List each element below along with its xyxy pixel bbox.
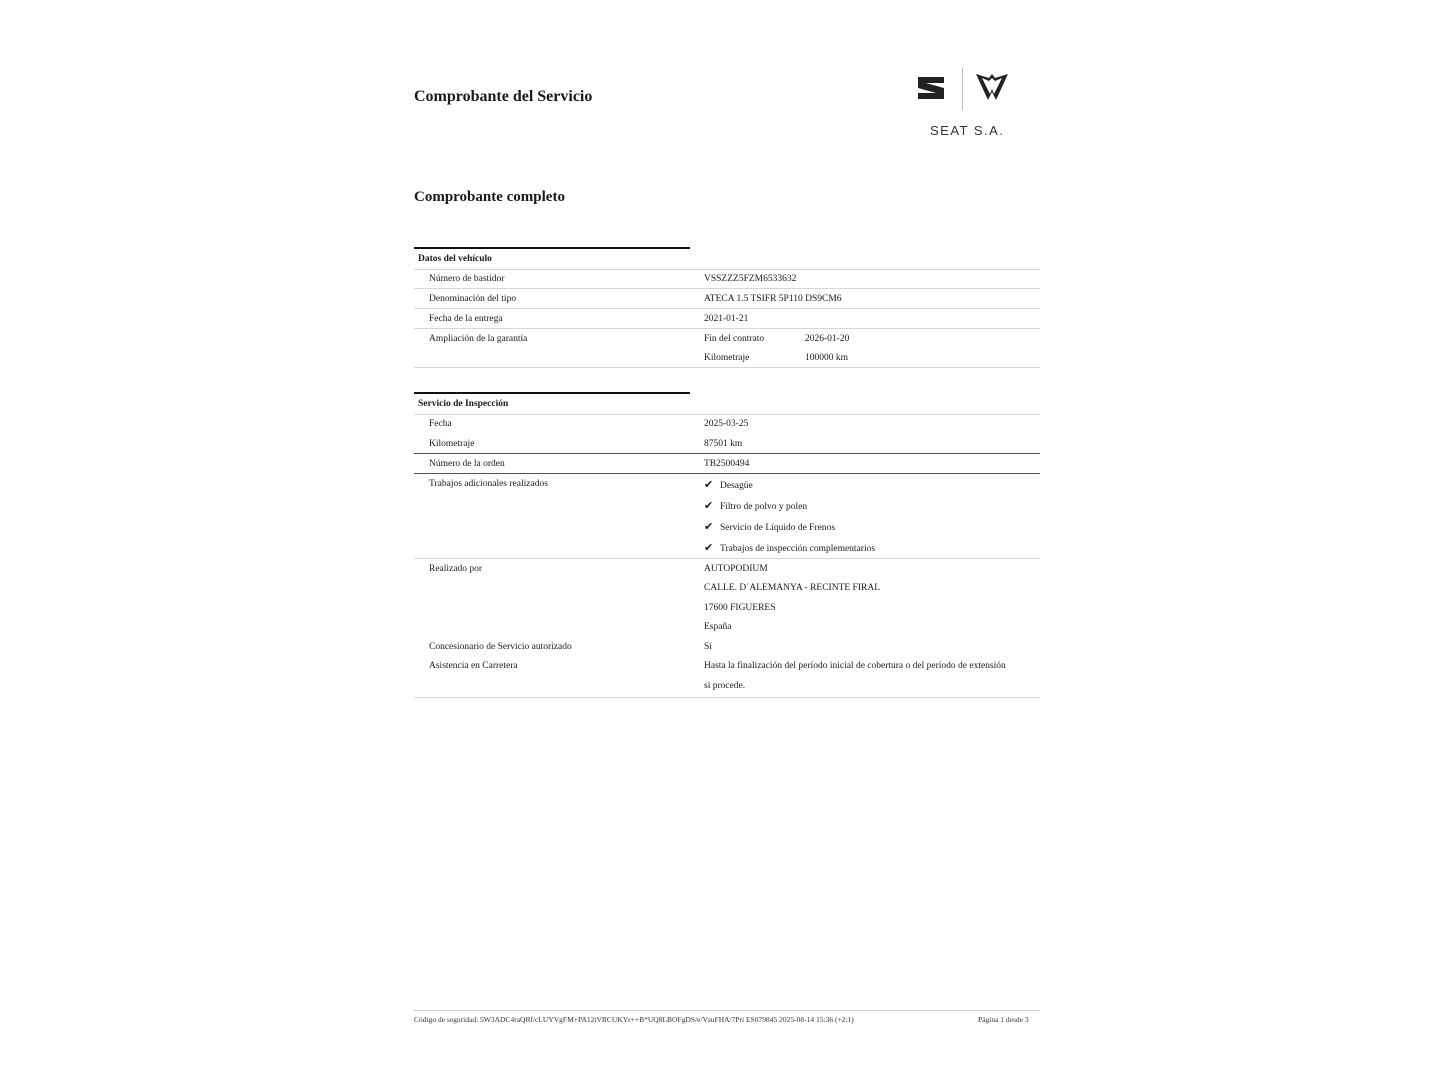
list-item: ✔ Servicio de Líquido de Frenos [704, 520, 836, 533]
vin-label: Número de bastidor [429, 274, 505, 284]
performed-by-row [414, 559, 1040, 698]
page-number: Página 1 desde 3 [978, 1015, 1029, 1024]
warranty-row [414, 329, 1040, 368]
dealer-city: 17600 FIGUERES [704, 603, 776, 613]
list-item: ✔ Trabajos de inspección complementarios [704, 541, 876, 554]
km-row [414, 434, 1040, 454]
checkmark-icon: ✔ [704, 478, 714, 491]
order-value: TB2500494 [704, 459, 750, 469]
vin-value: VSSZZZ5FZM6533632 [704, 274, 797, 284]
dealer-name: AUTOPODIUM [704, 564, 768, 574]
order-row [414, 454, 1040, 474]
vin-row [414, 269, 1040, 289]
authorized-value: Sí [704, 642, 712, 652]
date-label: Fecha [429, 419, 452, 429]
checkmark-icon: ✔ [704, 541, 714, 554]
date-value: 2025-03-25 [704, 419, 749, 429]
warranty-label: Ampliación de la garantía [429, 334, 528, 344]
section-header-underline [414, 392, 1040, 415]
warranty-end-value: 2026-01-20 [805, 334, 850, 344]
delivery-label: Fecha de la entrega [429, 314, 503, 324]
warranty-km-value: 100000 km [805, 353, 849, 363]
security-code: Código de seguridad: 5W3ADC4raQRf/cLUYVgFM+PA12tVRCUKYr++B*UQ8LBOFgDS/e/VsuFHA/7Pri ES079845 2025-08-14 15:36 (+2:1) [414, 1015, 854, 1024]
section-header-underline [414, 247, 1040, 270]
list-item: ✔ Desagüe [704, 478, 753, 491]
assistance-value-line1: Hasta la finalización del período inicial de cobertura o del período de extensión [704, 661, 1006, 671]
brand-logo [912, 66, 1022, 146]
warranty-km-label: Kilometraje [704, 353, 750, 363]
seat-logo-icon [916, 74, 946, 102]
inspection-section [414, 392, 1040, 697]
section-title: Datos del vehículo [418, 254, 492, 264]
km-label: Kilometraje [429, 439, 475, 449]
page-title: Comprobante del Servicio [414, 88, 593, 105]
checkmark-icon: ✔ [704, 520, 714, 533]
performed-by-label: Realizado por [429, 564, 483, 574]
delivery-row [414, 309, 1040, 329]
list-item: ✔ Filtro de polvo y polen [704, 499, 808, 512]
checkmark-icon: ✔ [704, 499, 714, 512]
type-label: Denominación del tipo [429, 294, 517, 304]
brand-name: SEAT S.A. [930, 123, 1005, 138]
order-label: Número de la orden [429, 459, 505, 469]
assistance-value-line2: si procede. [704, 681, 746, 691]
authorized-label: Concesionario de Servicio autorizado [429, 642, 572, 652]
additional-work-row [414, 474, 1040, 559]
assistance-label: Asistencia en Carretera [429, 661, 518, 671]
type-value: ATECA 1.5 TSIFR 5P110 DS9CM6 [704, 294, 842, 304]
additional-work-label: Trabajos adicionales realizados [429, 479, 548, 489]
type-row [414, 289, 1040, 309]
section-title: Servicio de Inspección [418, 399, 509, 409]
warranty-end-label: Fin del contrato [704, 334, 765, 344]
date-row [414, 414, 1040, 433]
dealer-street: CALLE. D´ALEMANYA - RECINTE FIRAL [704, 583, 881, 593]
page-subtitle: Comprobante completo [414, 189, 565, 205]
footer-divider [414, 1010, 1040, 1011]
logo-divider [962, 68, 963, 110]
km-value: 87501 km [704, 439, 743, 449]
cupra-logo-icon [974, 72, 1010, 104]
delivery-value: 2021-01-21 [704, 314, 749, 324]
dealer-country: España [704, 622, 732, 632]
vehicle-data-section [414, 247, 1040, 372]
